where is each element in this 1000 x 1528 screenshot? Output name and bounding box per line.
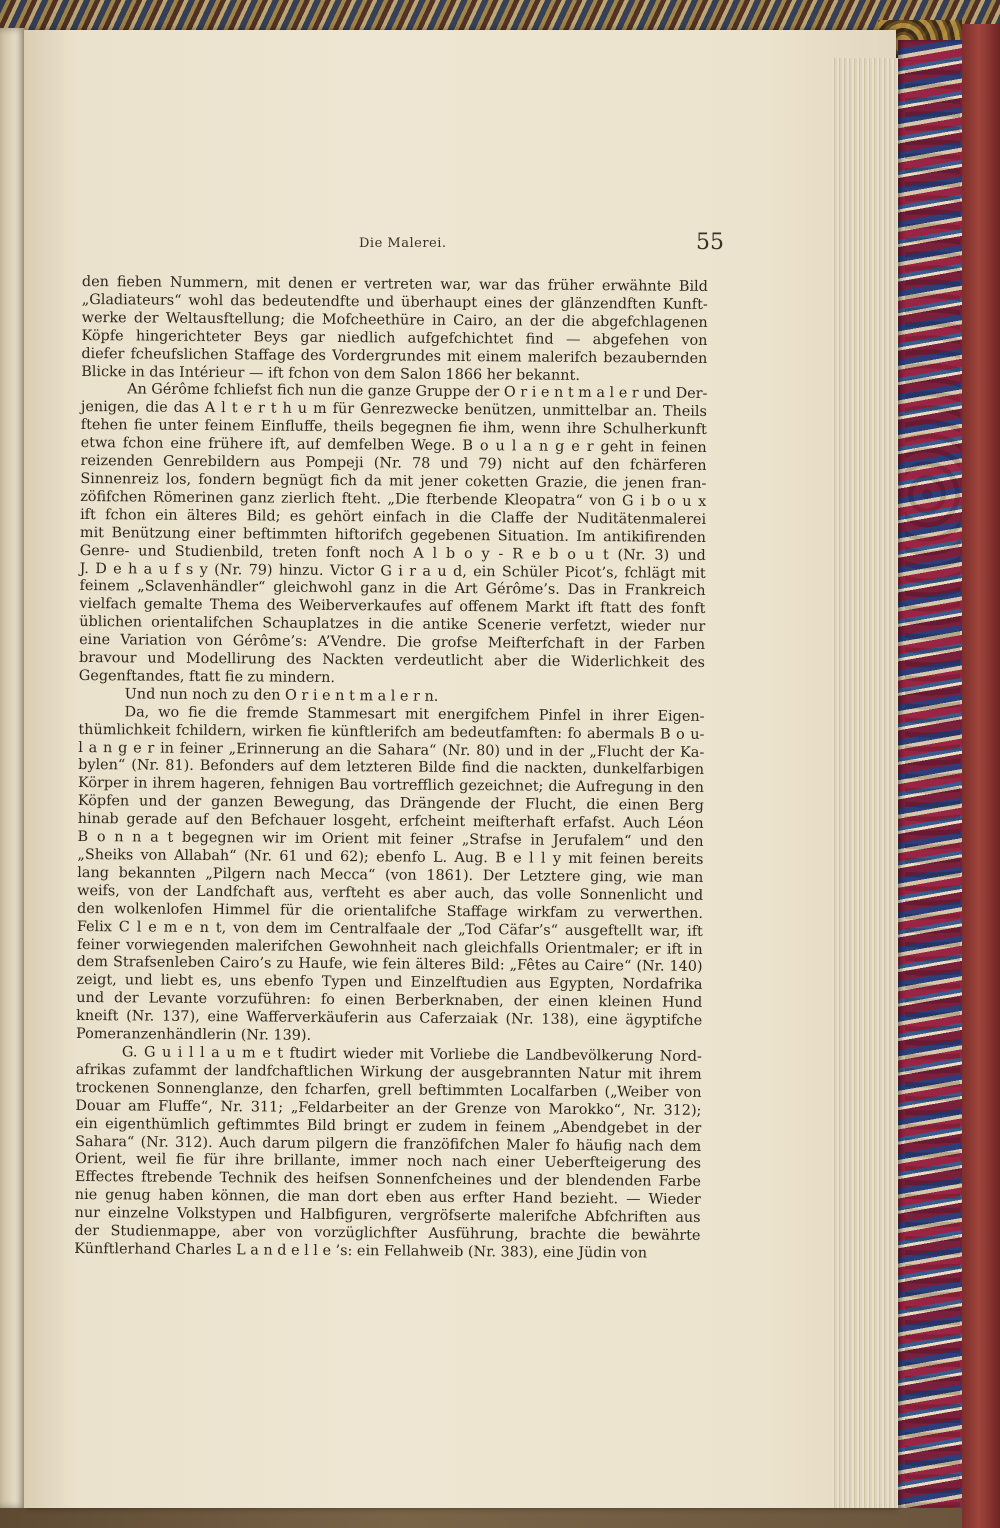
text-line: Köpfe hingerichteter Beys gar niedlich aufgefchichtet find — abgefehen von [81,327,708,349]
text-line: bravour und Modellirung des Nackten verdeutlicht aber die Widerlichkeit des [78,650,706,671]
text-line: und der Levante vorzuführen: fo einen Berberknaben, der einen kleinen Hund [76,990,703,1012]
text-line: üblichen orientalifchen Schauplatzes in die antike Scenerie verfetzt, wieder nur [79,614,706,636]
text-line: Künftlerhand Charles L a n d e l l e ’s: ein Fellahweib (Nr. 383), eine Jüdin von [74,1240,648,1262]
text-line: reizenden Genrebildern aus Pompeji (Nr. 78 und 79) nicht auf den fchärferen [80,453,707,474]
text-line: Felix C l e m e n t, von dem im Centralfaale der „Tod Cäfar’s“ ausgeftellt war, ift [76,918,703,940]
text-line: Orient, weil fie für ihre brillante, immer noch nach einer Ueberfteigerung des [74,1151,702,1173]
text-line: Pomeranzenhändlerin (Nr. 139). [75,1026,312,1044]
text-line: trockenen Sonnenglanze, den fcharfen, grell beftimmten Localfarben („Weiber von [75,1079,702,1101]
text-line: weifs, von der Landfchaft aus, verfteht es aber auch, das volle Sonnenlicht und [77,882,704,904]
text-line: jenigen, die das A l t e r t h u m für Genrezwecke benützen, unmittelbar an. Theils [80,399,707,421]
text-line: l a n g e r in feiner „Erinnerung an die Sahara“ (Nr. 80) und in der „Flucht der Ka- [78,739,705,761]
tortoise-pattern-overlay [905,60,960,1508]
text-line: B o n n a t begegnen wir im Orient mit feiner „Strafse in Jerufalem“ und den [77,829,704,850]
text-line: zeigt, und liebt es, uns ebenfo Typen und Einzelftudien aus Egypten, Nordafrika [76,972,703,994]
text-line: ftehen fie unter feinem Einfluffe, theils begegnen fie ihm, wenn ihre Schulherkunft [80,417,707,439]
text-line: hinab gerade auf den Befchauer losgeht, erfcheint meifterhaft erfafst. Auch Léon [77,811,704,833]
text-line: den fieben Nummern, mit denen er vertreten war, war das früher erwähnte Bild [81,274,708,295]
text-line: Genre- und Studienbild, treten fonft noch A l b o y - R e b o u t (Nr. 3) und [79,542,706,564]
text-line: nie genug haben können, die man dort eben aus erfter Hand bezieht. — Wieder [74,1187,701,1209]
paragraph [74,1044,702,1264]
text-line: afrikas zufammt der landfchaftlichen Wirkung der ausgebrannten Natur mit ihrem [75,1061,702,1083]
text-line: Köpfen und der ganzen Bewegung, das Drängende der Flucht, die einen Berg [77,793,704,815]
text-line: ift fchon ein älteres Bild; es gehört einfach in die Claffe der Nuditätenmalerei [80,506,707,528]
cloth-cover-edge [962,24,1000,1528]
text-line: ein eigenthümlich geftimmtes Bild bringt er zudem in feinem „Abendgebet in der [75,1115,702,1137]
text-line: feinem „Sclavenhändler“ gleichwohl ganz in die Art Gérôme’s. Das in Frankreich [79,578,706,600]
text-line: nur einzelne Volkstypen und Halbfiguren, vergröfserte malerifche Abfchriften aus [74,1205,701,1227]
text-line: thümlichkeit fchildern, wirken fie künftlerifch am bedeutfamften: fo abermals B o u- [78,721,705,743]
text-line: „Sheiks von Allabah“ (Nr. 61 und 62); ebenfo L. Aug. B e l l y mit feinen bereits [77,846,704,868]
text-line: Blicke in das Intérieur — ift fchon von dem Salon 1866 her bekannt. [81,363,581,384]
text-line: Sinnenreiz los, fondern begnügt fich da mit jener coketten Grazie, die jenen fran- [80,470,707,492]
book-page [24,30,896,1508]
text-line: diefer fcheufslichen Staffage des Vordergrundes mit einem malerifch bezaubernden [81,345,708,367]
text-line: bylen“ (Nr. 81). Befonders auf dem letzteren Bilde find die nackten, dunkelfarbigen [78,757,705,779]
text-line: dem Strafsenleben Cairo’s zu Haufe, wie fein älteres Bild: „Fêtes au Caire“ (Nr. 140) [76,954,703,976]
text-line: feiner vorwiegenden malerifchen Gewohnheit nach gleichfalls Orientmaler; er ift in [76,936,703,958]
page-number: 55 [696,230,724,255]
text-line: lang bekannten „Pilgern nach Mecca“ (von 1861). Der Letztere ging, wie man [77,864,704,886]
text-line: Körper in ihrem hageren, fehnigen Bau vortrefflich gezeichnet; die Aufregung in den [77,775,705,797]
page-stack-edges [832,58,900,1508]
page-header [84,228,724,268]
text-line: G. G u i l l a u m e t ftudirt wieder mit Vorliebe die Landbevölkerung Nord- [121,1044,702,1065]
text-line: etwa fchon eine frühere ift, auf demfelben Wege. B o u l a n g e r geht in feinen [80,435,707,457]
text-line: Effectes ftrebende Technik des heifsen Sonnenfcheines und der blendenden Farbe [74,1169,701,1191]
left-page-edge [0,28,26,1508]
text-line: der Studienmappe, aber von vorzüglichfter Ausführung, brachte die bewährte [74,1223,701,1244]
text-line: Sahara“ (Nr. 312). Auch darum pilgern die franzöfifchen Maler fo häufig nach dem [75,1133,702,1155]
text-line: Gegenftandes, ftatt fie zu mindern. [78,667,336,686]
text-line: mit Benützung einer beftimmten hiftorifch gegebenen Situation. Im antikifirenden [79,524,707,546]
text-line: An Gérôme fchliefst fich nun die ganze Gruppe der O r i e n t m a l e r und Der- [127,381,708,403]
text-line: Und nun noch zu den O r i e n t m a l e r n. [124,686,439,705]
paragraph [76,704,705,1049]
text-line: werke der Weltausftellung; die Mofcheethüre in Cairo, an der die abgefchlagenen [81,309,708,331]
paragraph [81,274,708,386]
text-line: den wolkenlofen Himmel für die orientalifche Staffage wirkfam zu verwerthen. [76,900,704,922]
text-line: vielfach gemalte Thema des Weiberverkaufes auf offenem Markt ift ftatt des fonft [79,596,706,618]
text-line: J. D e h a u f s y (Nr. 79) hinzu. Victor G i r a u d, ein Schüler Picot’s, fchlägt mit [79,560,706,582]
body-text [74,274,708,1264]
text-line: „Gladiateurs“ wohl das bedeutendfte und überhaupt eines der glänzendften Kunft- [81,291,708,313]
text-line: eine Variation von Gérôme’s: A’Vendre. Die grofse Meifterfchaft in der Farben [79,632,706,654]
text-line: kneift (Nr. 137), eine Wafferverkäuferin aus Caferzaiak (Nr. 138), eine ägyptifche [76,1008,703,1030]
text-line: Da, wo fie die fremde Stammesart mit energifchem Pinfel in ihrer Eigen- [124,704,705,725]
text-line: Douar am Fluffe“, Nr. 311; „Feldarbeiter an der Grenze von Marokko“, Nr. 312); [75,1097,702,1119]
running-head: Die Malerei. [359,236,447,251]
text-line: zöfifchen Römerinen ganz zierlich fteht. „Die fterbende Kleopatra“ von G i b o u x [80,488,707,510]
paragraph [79,381,707,690]
